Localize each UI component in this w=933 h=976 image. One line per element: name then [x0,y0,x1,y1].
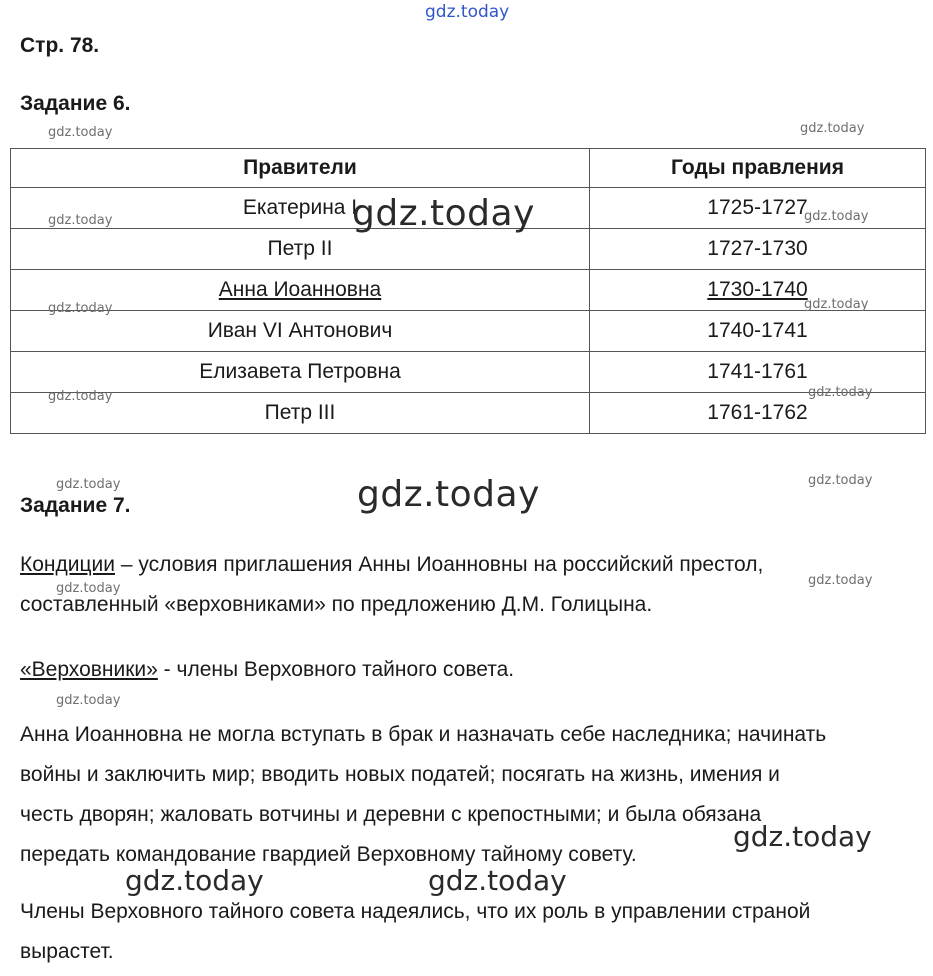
ruler-cell: Иван VI Антонович [11,311,590,352]
definition-text: - члены Верховного тайного совета. [157,658,515,681]
paragraph-line: честь дворян; жаловать вотчины и деревни с крепостными; и была обязана [20,803,762,826]
watermark: gdz.today [804,209,869,224]
watermark-large: gdz.today [357,474,540,515]
years-cell: 1741-1761 [590,352,926,393]
table-row [11,393,926,434]
paragraph-hopes [20,892,920,972]
task7-title: Задание 7. [20,494,131,517]
watermark: gdz.today [804,297,869,312]
years-cell: 1725-1727 [590,188,926,229]
table-row [11,229,926,270]
definition-line [20,545,920,585]
paragraph-line: Анна Иоанновна не могла вступать в брак и назначать себе наследника; начинать [20,723,827,746]
ruler-name-underlined: Анна Иоанновна [218,278,382,301]
watermark-large: gdz.today [733,820,872,853]
ruler-cell: Петр III [11,393,590,434]
watermark: gdz.today [808,385,873,400]
watermark: gdz.today [48,301,113,316]
years-cell: 1740-1741 [590,311,926,352]
table-row [11,311,926,352]
column-header-years: Годы правления [590,149,926,188]
ruler-cell: Екатерина I [11,188,590,229]
paragraph-line: войны и заключить мир; вводить новых податей; посягать на жизнь, имения и [20,763,780,786]
years-cell: 1761-1762 [590,393,926,434]
table-row [11,352,926,393]
watermark: gdz.today [808,573,873,588]
definition-line: составленный «верховниками» по предложению Д.М. Голицына. [20,593,653,616]
watermark: gdz.today [48,125,113,140]
years-cell: 1727-1730 [590,229,926,270]
definition-verkhovniki [20,650,920,690]
table-row [11,270,926,311]
watermark-top: gdz.today [425,2,510,22]
table-header-row [11,149,926,188]
ruler-cell: Елизавета Петровна [11,352,590,393]
term-konditsii: Кондиции [20,553,115,576]
watermark: gdz.today [56,581,121,596]
page-number: Стр. 78. [20,34,100,57]
definition-text: – условия приглашения Анны Иоанновны на российский престол, [114,553,764,576]
column-header-rulers: Правители [11,149,590,188]
watermark-large: gdz.today [352,193,535,234]
paragraph-line: передать командование гвардией Верховному тайному совету. [20,843,637,866]
paragraph-line: Члены Верховного тайного совета надеялись, что их роль в управлении страной [20,900,811,923]
watermark-large: gdz.today [428,864,567,897]
task6-title: Задание 6. [20,92,131,115]
term-verkhovniki: «Верховники» [20,658,158,681]
ruler-cell: Петр II [11,229,590,270]
watermark-large: gdz.today [125,864,264,897]
watermark: gdz.today [48,389,113,404]
years-underlined: 1730-1740 [707,278,808,301]
paragraph-line: вырастет. [20,940,114,963]
rulers-table [10,148,926,434]
watermark: gdz.today [56,693,121,708]
watermark: gdz.today [48,213,113,228]
watermark: gdz.today [808,473,873,488]
years-cell [590,270,926,311]
definition-konditsii [20,545,920,625]
watermark: gdz.today [56,477,121,492]
watermark: gdz.today [800,121,865,136]
